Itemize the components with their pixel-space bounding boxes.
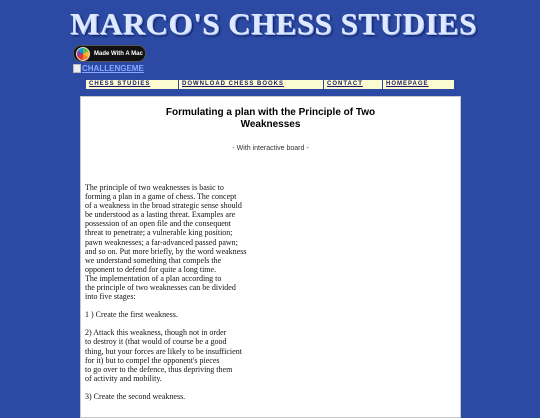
step-3: 3) Create the second weakness. <box>85 391 186 401</box>
text-line: the principle of two weaknesses can be divided <box>85 283 236 293</box>
article-title-line-1: Formulating a plan with the Principle of Two <box>165 107 376 118</box>
text-line: into five stages: <box>85 292 136 302</box>
text-line: possession of an open file and the consequent <box>85 219 231 229</box>
nav-link-chess-studies[interactable]: CHESS STUDIES <box>86 80 178 89</box>
text-line: we understand something that compels the <box>85 255 222 265</box>
text-line: for it) but to compel the opponent's pieces <box>85 355 220 365</box>
text-line: pawn weaknesses; a far-advanced passed pawn; <box>85 237 238 247</box>
step-1: 1 ) Create the first weakness. <box>85 310 178 320</box>
text-line: be understood as a lasting threat. Examples are <box>85 210 236 220</box>
article-subtitle: - With interactive board - <box>232 145 309 152</box>
nav-link-contact[interactable]: CONTACT <box>324 80 382 89</box>
text-line: 2) Attack this weakness, though not in order <box>85 328 227 338</box>
text-line: to destroy it (that would of course be a good <box>85 337 227 347</box>
nav-link-homepage[interactable]: HOMEPAGE <box>383 80 454 89</box>
text-line: and so on. Put more briefly, by the word weakness <box>85 246 247 256</box>
site-banner-title: MARCO'S CHESS STUDIES <box>70 6 477 41</box>
article-title <box>81 107 460 131</box>
text-line: to go over to the defence, thus depriving them <box>85 364 233 374</box>
nav-link-download-chess-books[interactable]: DOWNLOAD CHESS BOOKS <box>179 80 323 89</box>
made-with-mac-badge[interactable] <box>73 45 146 62</box>
challengeme-label: CHALLENGEME <box>82 63 144 73</box>
top-navigation <box>86 80 454 89</box>
challengeme-link[interactable] <box>73 63 144 73</box>
badge-label: Made With A Mac <box>94 50 143 57</box>
apple-logo-icon <box>76 47 90 61</box>
text-line: forming a plan in a game of chess. The concept <box>85 192 237 202</box>
intro-paragraph <box>85 183 285 301</box>
article-title-line-2: Weaknesses <box>240 119 301 130</box>
broken-image-icon <box>73 64 81 73</box>
text-line: The principle of two weaknesses is basic to <box>85 183 224 192</box>
text-line: of a weakness in the broad strategic sense should <box>85 201 242 211</box>
article-body <box>81 183 285 401</box>
text-line: The implementation of a plan according to <box>85 273 222 283</box>
text-line: threat to penetrate; a vulnerable king position; <box>85 228 233 238</box>
text-line: opponent to defend for quite a long time. <box>85 264 217 274</box>
text-line: of activity and mobility. <box>85 373 162 383</box>
article-panel <box>80 96 461 418</box>
text-line: thing, but your forces are likely to be insufficient <box>85 346 242 356</box>
step-2 <box>85 328 285 383</box>
